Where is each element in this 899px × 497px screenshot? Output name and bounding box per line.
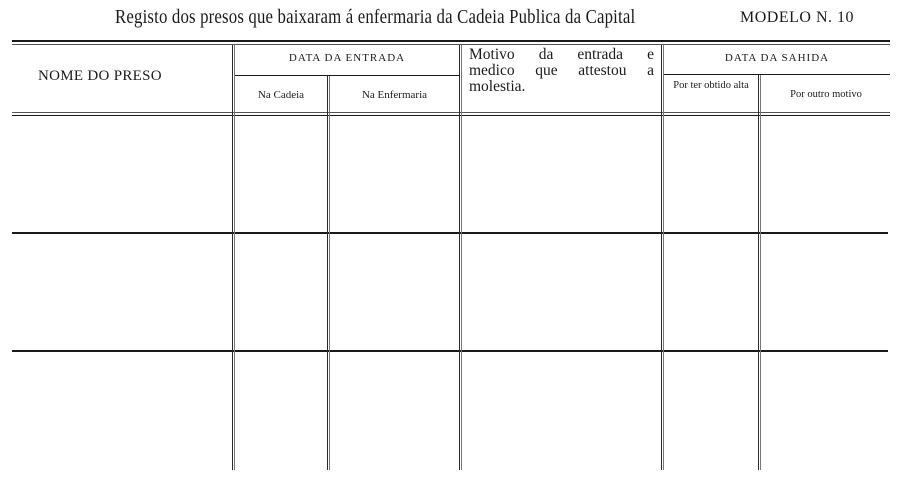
- row-name-cell[interactable]: [12, 353, 232, 470]
- row-entry-jail-cell[interactable]: [235, 235, 327, 350]
- row-entry-infirmary-cell[interactable]: [330, 353, 459, 470]
- row-separator-1: [12, 232, 888, 234]
- top-rule-thin: [12, 44, 890, 45]
- header-reason-line-3: [469, 79, 654, 95]
- row-entry-infirmary-cell[interactable]: [330, 117, 459, 232]
- header-entry-jail: Na Cadeia: [257, 89, 305, 101]
- row-entry-infirmary-cell[interactable]: [330, 235, 459, 350]
- row-exit-discharge-cell[interactable]: [664, 117, 758, 232]
- exit-group-underline: [663, 74, 890, 75]
- row-exit-other-cell[interactable]: [761, 235, 888, 350]
- row-exit-other-cell[interactable]: [761, 117, 888, 232]
- form-title: Registo dos presos que baixaram á enfermaria da Cadeia Publica da Capital: [115, 6, 636, 28]
- row-reason-cell[interactable]: [462, 353, 661, 470]
- row-reason-cell[interactable]: [462, 235, 661, 350]
- row-exit-other-cell[interactable]: [761, 353, 888, 470]
- header-exit-group: DATA DA SAHIDA: [724, 52, 830, 64]
- entry-group-underline: [234, 75, 460, 76]
- row-entry-jail-cell[interactable]: [235, 117, 327, 232]
- header-reason-word: attestou: [578, 62, 627, 79]
- header-entry-group: DATA DA ENTRADA: [288, 52, 406, 64]
- header-reason-word: a: [647, 62, 654, 79]
- header-entry-infirmary: Na Enfermaria: [361, 89, 428, 101]
- header-reason-word: molestia.: [469, 78, 526, 95]
- header-reason-word: que: [535, 62, 558, 79]
- header-reason-line-2: [469, 63, 654, 79]
- row-entry-jail-cell[interactable]: [235, 353, 327, 470]
- header-name: NOME DO PRESO: [38, 68, 162, 84]
- row-name-cell[interactable]: [12, 235, 232, 350]
- row-exit-discharge-cell[interactable]: [664, 235, 758, 350]
- row-exit-discharge-cell[interactable]: [664, 353, 758, 470]
- table-row: [12, 235, 888, 350]
- table-row: [12, 117, 888, 232]
- header-reason-word: e: [647, 46, 654, 63]
- header-exit-discharge: Por ter obtido alta: [673, 80, 749, 91]
- table-row: [12, 353, 888, 470]
- row-name-cell[interactable]: [12, 117, 232, 232]
- top-rule-thick: [12, 40, 890, 42]
- row-reason-cell[interactable]: [462, 117, 661, 232]
- header-reason-word: entrada: [577, 46, 624, 63]
- header-exit-other: Por outro motivo: [790, 89, 862, 100]
- header-reason-word: da: [538, 46, 554, 63]
- header-reason-line-1: [469, 47, 654, 63]
- header-reason-word: medico: [469, 62, 515, 79]
- row-separator-2: [12, 350, 888, 352]
- header-reason: [469, 47, 654, 95]
- model-number: MODELO N. 10: [740, 9, 854, 26]
- header-reason-word: Motivo: [469, 46, 515, 63]
